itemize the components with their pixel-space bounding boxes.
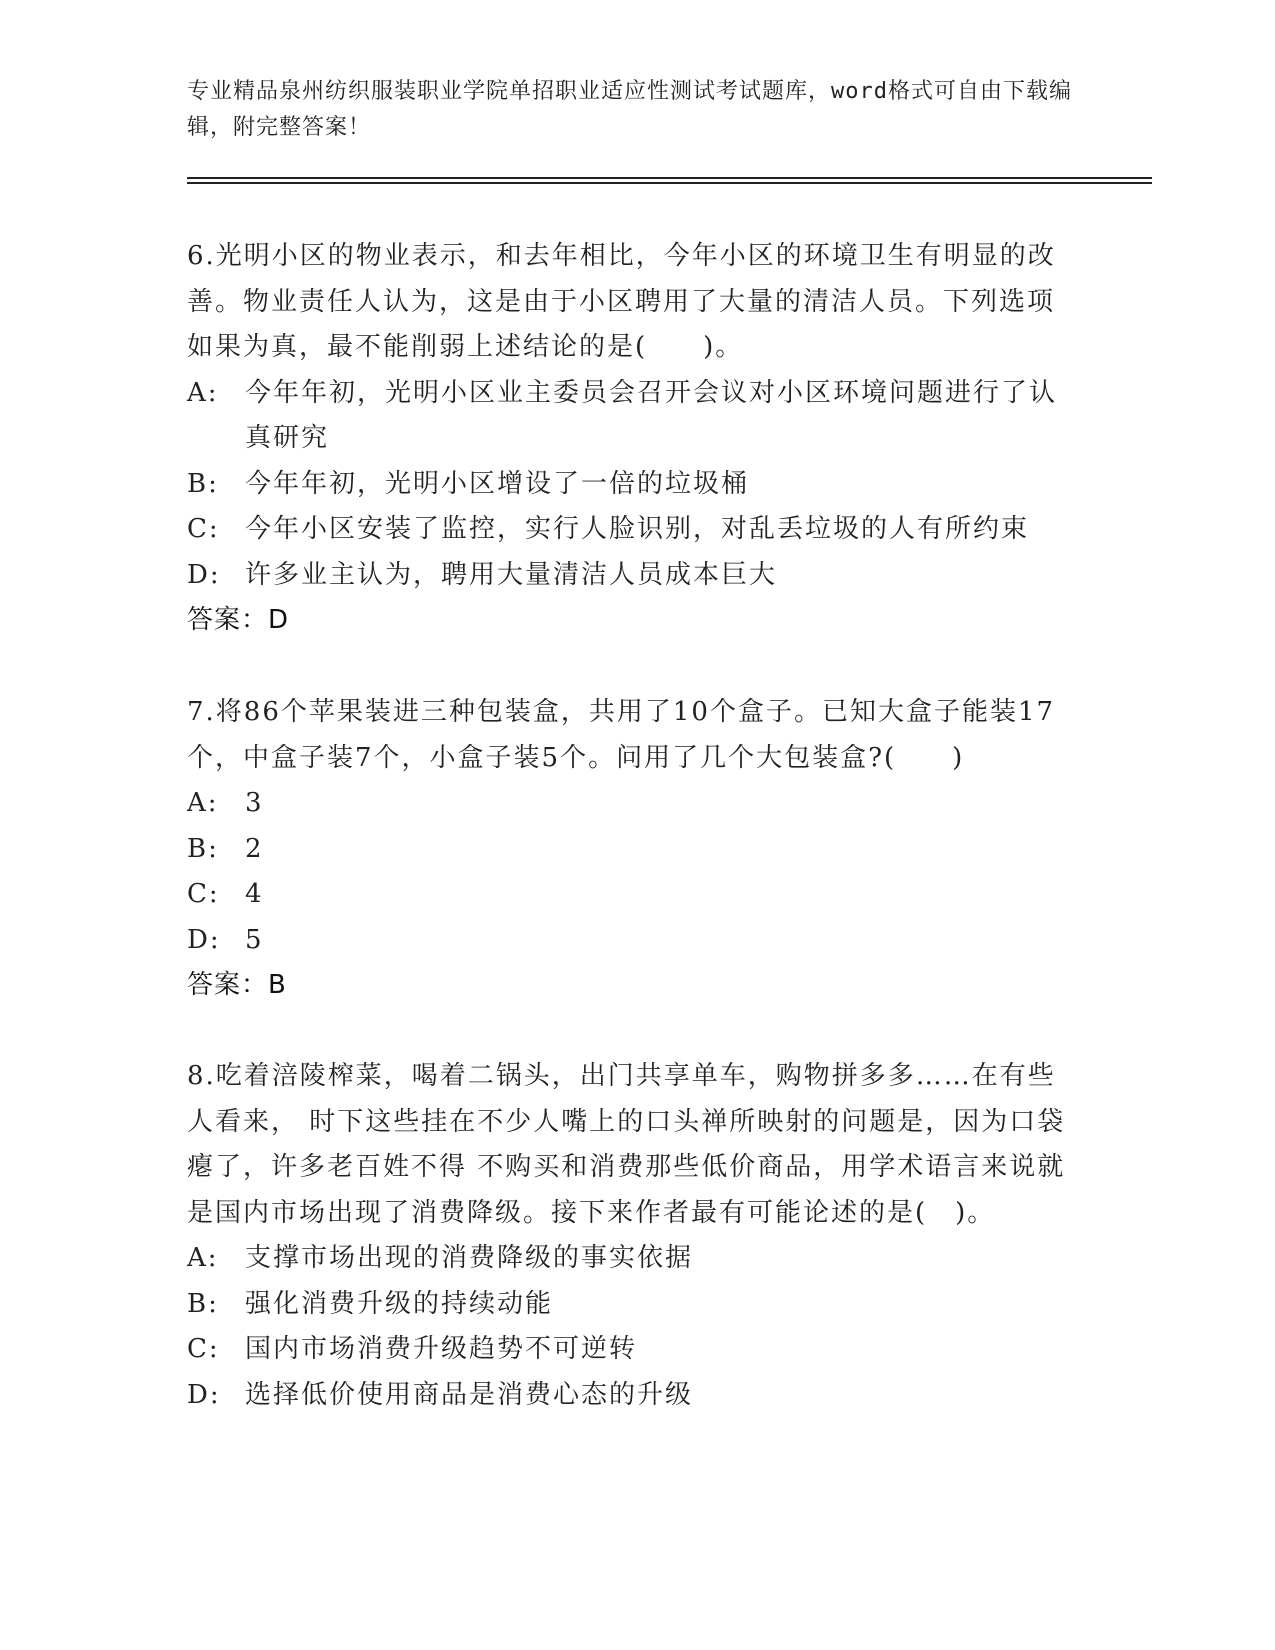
option-c: [187, 1327, 1067, 1373]
option-text: 今年年初，光明小区增设了一倍的垃圾桶: [245, 468, 750, 499]
option-a: [187, 371, 1067, 462]
option-b: [187, 827, 1067, 873]
question-8: [187, 1054, 1067, 1418]
option-letter: D:: [187, 1379, 221, 1410]
question-7: [187, 690, 1067, 1009]
document-header: 专业精品泉州纺织服装职业学院单招职业适应性测试考试题库，word格式可自由下载编辑，附完整答案！: [187, 79, 1072, 140]
option-text: 5: [245, 924, 264, 955]
option-b: [187, 462, 1067, 508]
header-divider-bottom: [187, 182, 1152, 184]
option-d: [187, 553, 1067, 599]
answer-line: 答案：B: [187, 970, 287, 1000]
option-letter: C:: [187, 514, 220, 544]
option-letter: B:: [187, 1288, 219, 1319]
option-text: 支撑市场出现的消费降级的事实依据: [245, 1243, 694, 1273]
option-c: [187, 872, 1067, 918]
option-letter: D:: [187, 559, 221, 590]
option-text: 4: [245, 879, 264, 909]
option-letter: B:: [187, 833, 219, 864]
option-text: 强化消费升级的持续动能: [245, 1288, 554, 1319]
option-c: [187, 507, 1067, 553]
option-letter: B:: [187, 468, 219, 499]
option-text: 今年年初，光明小区业主委员会召开会议对小区环境问题进行了认真研究: [245, 377, 1058, 453]
question-stem: 7.将86个苹果装进三种包装盒，共用了10个盒子。已知大盒子能装17个，中盒子装7个，小盒子装5个。问用了几个大包装盒?( ): [187, 697, 1056, 773]
option-letter: D:: [187, 924, 221, 955]
option-b: [187, 1282, 1067, 1328]
option-a: [187, 1236, 1067, 1282]
option-letter: A:: [187, 1243, 219, 1273]
option-text: 许多业主认为，聘用大量清洁人员成本巨大: [245, 559, 778, 590]
option-d: [187, 1373, 1067, 1419]
header-divider-top: [187, 177, 1152, 179]
option-letter: C:: [187, 879, 220, 909]
option-text: 今年小区安装了监控，实行人脸识别，对乱丢垃圾的人有所约束: [245, 514, 1030, 544]
option-text: 3: [245, 788, 264, 818]
question-stem: 6.光明小区的物业表示，和去年相比，今年小区的环境卫生有明显的改善。物业责任人认为，这是由于小区聘用了大量的清洁人员。下列选项如果为真，最不能削弱上述结论的是( )。: [187, 241, 1056, 362]
question-stem: 8.吃着涪陵榨菜，喝着二锅头，出门共享单车，购物拼多多……在有些人看来， 时下这些挂在不少人嘴上的口头禅所映射的问题是，因为口袋瘪了，许多老百姓不得 不购买和消费那些低价商品，用学术语言来说就是国内市场出现了消费降级。接下来作者最有可能论述的是( )。: [187, 1061, 1066, 1228]
option-a: [187, 781, 1067, 827]
question-6: [187, 234, 1067, 644]
option-letter: A:: [187, 788, 219, 818]
option-text: 2: [245, 833, 264, 864]
option-text: 选择低价使用商品是消费心态的升级: [245, 1379, 694, 1410]
option-letter: C:: [187, 1334, 220, 1364]
answer-line: 答案：D: [187, 605, 290, 635]
option-letter: A:: [187, 377, 219, 408]
option-text: 国内市场消费升级趋势不可逆转: [245, 1334, 638, 1364]
option-d: [187, 918, 1067, 964]
